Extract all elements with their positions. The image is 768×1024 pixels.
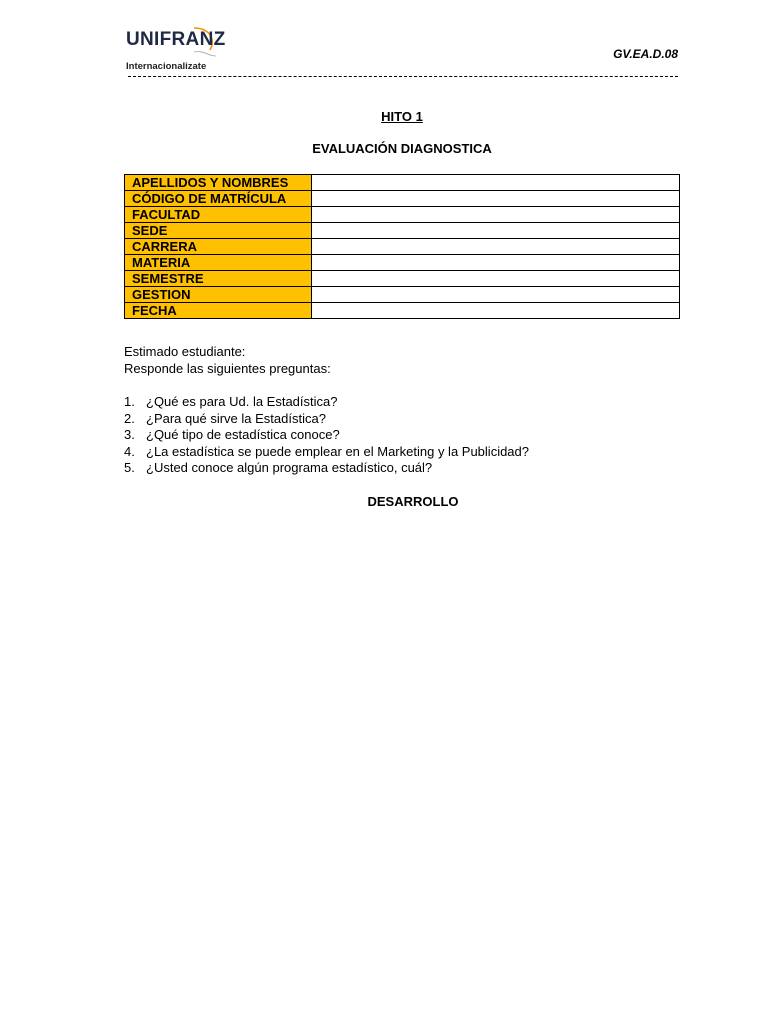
question-number: 3.: [124, 427, 135, 442]
logo-name: UNIFRANZ: [126, 29, 226, 50]
row-value-field[interactable]: [312, 175, 680, 191]
row-label: SEDE: [125, 223, 312, 239]
row-value-field[interactable]: [312, 239, 680, 255]
row-label: FACULTAD: [125, 207, 312, 223]
row-label: FECHA: [125, 303, 312, 319]
intro-greeting: Estimado estudiante:: [124, 344, 246, 359]
row-label: SEMESTRE: [125, 271, 312, 287]
table-row: [125, 191, 680, 207]
section-title-hito: HITO 1: [381, 109, 423, 124]
row-label: GESTION: [125, 287, 312, 303]
question-number: 5.: [124, 460, 135, 475]
intro-instruction: Responde las siguientes preguntas:: [124, 361, 331, 376]
intro-text: [124, 343, 331, 377]
row-label: MATERIA: [125, 255, 312, 271]
question-list: [124, 394, 529, 477]
table-row: [125, 271, 680, 287]
header-divider: [128, 76, 678, 77]
row-label: CARRERA: [125, 239, 312, 255]
row-label: CÓDIGO DE MATRÍCULA: [125, 191, 312, 207]
table-row: [125, 303, 680, 319]
question-number: 4.: [124, 443, 135, 459]
question-text: ¿Qué es para Ud. la Estadística?: [146, 394, 338, 409]
question-text: ¿La estadística se puede emplear en el Marketing y la Publicidad?: [146, 443, 529, 459]
table-row: [125, 239, 680, 255]
list-item: [124, 444, 529, 461]
row-value-field[interactable]: [312, 207, 680, 223]
section-title-evaluacion: EVALUACIÓN DIAGNOSTICA: [312, 141, 492, 156]
student-info-table: [124, 174, 680, 319]
section-title-desarrollo: DESARROLLO: [367, 494, 459, 509]
logo-tagline: Internacionalizate: [126, 61, 207, 72]
row-value-field[interactable]: [312, 303, 680, 319]
table-row: [125, 287, 680, 303]
row-value-field[interactable]: [312, 287, 680, 303]
unifranz-logo: [124, 26, 224, 74]
list-item: [124, 427, 529, 444]
question-number: 2.: [124, 410, 135, 426]
question-text: ¿Para qué sirve la Estadística?: [146, 410, 326, 426]
table-row: [125, 207, 680, 223]
list-item: [124, 411, 529, 428]
document-code: GV.EA.D.08: [613, 47, 678, 61]
table-row: [125, 175, 680, 191]
list-item: [124, 394, 529, 411]
row-label: APELLIDOS Y NOMBRES: [125, 175, 312, 191]
row-value-field[interactable]: [312, 223, 680, 239]
row-value-field[interactable]: [312, 191, 680, 207]
question-text: ¿Usted conoce algún programa estadístico, cuál?: [146, 460, 433, 475]
table-row: [125, 223, 680, 239]
question-number: 1.: [124, 394, 135, 409]
row-value-field[interactable]: [312, 255, 680, 271]
row-value-field[interactable]: [312, 271, 680, 287]
table-row: [125, 255, 680, 271]
question-text: ¿Qué tipo de estadística conoce?: [146, 427, 340, 442]
list-item: [124, 460, 529, 477]
